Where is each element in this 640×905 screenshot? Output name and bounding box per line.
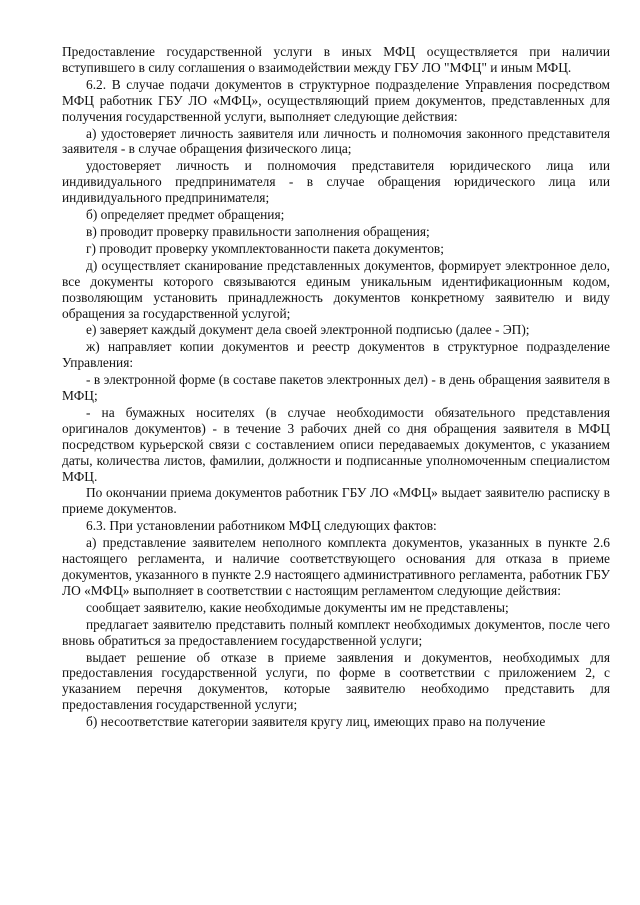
paragraph-6-2-g: г) проводит проверку укомплектованности пакета документов; [86, 240, 444, 256]
paragraph-6-2-a-cont: удостоверяет личность и полномочия представителя юридического лица или индивидуального предпринимателя - в случае обращения юридического лица или индивидуального предпринимателя; [62, 158, 610, 206]
paragraph-6-2: 6.2. В случае подачи документов в структурное подразделение Управления посредством МФЦ работник ГБУ ЛО «МФЦ», осуществляющий прием документов, представленных для получения государственной услуги, выполняет следующие действия: [62, 76, 610, 124]
paragraph-6-3-a: а) представление заявителем неполного комплекта документов, указанных в пункте 2.6 настоящего регламента, и наличие соответствующего основания для отказа в приеме документов, указанного в пункте 2.9 настоящего административного регламента, работник ГБУ ЛО «МФЦ» выполняет в соответствии с настоящим регламентом следующие действия: [62, 535, 610, 598]
paragraph-6-2-v: в) проводит проверку правильности заполнения обращения; [86, 223, 430, 239]
document-page [62, 44, 610, 731]
paragraph-6-3: 6.3. При установлении работником МФЦ следующих фактов: [86, 518, 437, 534]
paragraph-intro: Предоставление государственной услуги в иных МФЦ осуществляется при наличии вступившего в силу соглашения о взаимодействии между ГБУ ЛО "МФЦ" и иным МФЦ. [62, 44, 610, 75]
paragraph-6-3-b: б) несоответствие категории заявителя кругу лиц, имеющих право на получение [86, 714, 546, 730]
paragraph-6-2-a: а) удостоверяет личность заявителя или личность и полномочия законного представителя заявителя - в случае обращения физического лица; [62, 125, 610, 157]
paragraph-6-3-a-1: сообщает заявителю, какие необходимые документы им не представлены; [86, 599, 509, 615]
paragraph-6-2-zh-paper: - на бумажных носителях (в случае необходимости обязательного представления оригиналов документов) - в течение 3 рабочих дней со дня обращения заявителя в МФЦ посредством курьерской связи с составлением описи передаваемых документов, с указанием даты, количества листов, фамилии, должности и подписанные уполномоченным специалистом МФЦ. [62, 404, 610, 484]
paragraph-6-3-a-2: предлагает заявителю представить полный комплект необходимых документов, после чего вновь обратиться за предоставлением государственной услуги; [62, 616, 610, 648]
paragraph-6-3-a-3: выдает решение об отказе в приеме заявления и документов, необходимых для предоставления государственной услуги, по форме в соответствии с приложением 2, с указанием перечня документов, которые заявителю необходимо представить для предоставления государственной услуги; [62, 649, 610, 713]
paragraph-6-2-zh: ж) направляет копии документов и реестр документов в структурное подразделение Управления: [62, 339, 610, 371]
paragraph-6-2-d: д) осуществляет сканирование представленных документов, формирует электронное дело, все документы которого связываются единым уникальным идентификационным кодом, позволяющим установить принадлежность документов конкретному заявителю и виду обращения за государственной услугой; [62, 257, 610, 321]
paragraph-6-2-closing: По окончании приема документов работник ГБУ ЛО «МФЦ» выдает заявителю расписку в приеме документов. [62, 485, 610, 517]
paragraph-6-2-zh-electronic: - в электронной форме (в составе пакетов электронных дел) - в день обращения заявителя в МФЦ; [62, 372, 610, 404]
paragraph-6-2-b: б) определяет предмет обращения; [86, 207, 285, 223]
paragraph-6-2-e: е) заверяет каждый документ дела своей электронной подписью (далее - ЭП); [86, 322, 530, 338]
